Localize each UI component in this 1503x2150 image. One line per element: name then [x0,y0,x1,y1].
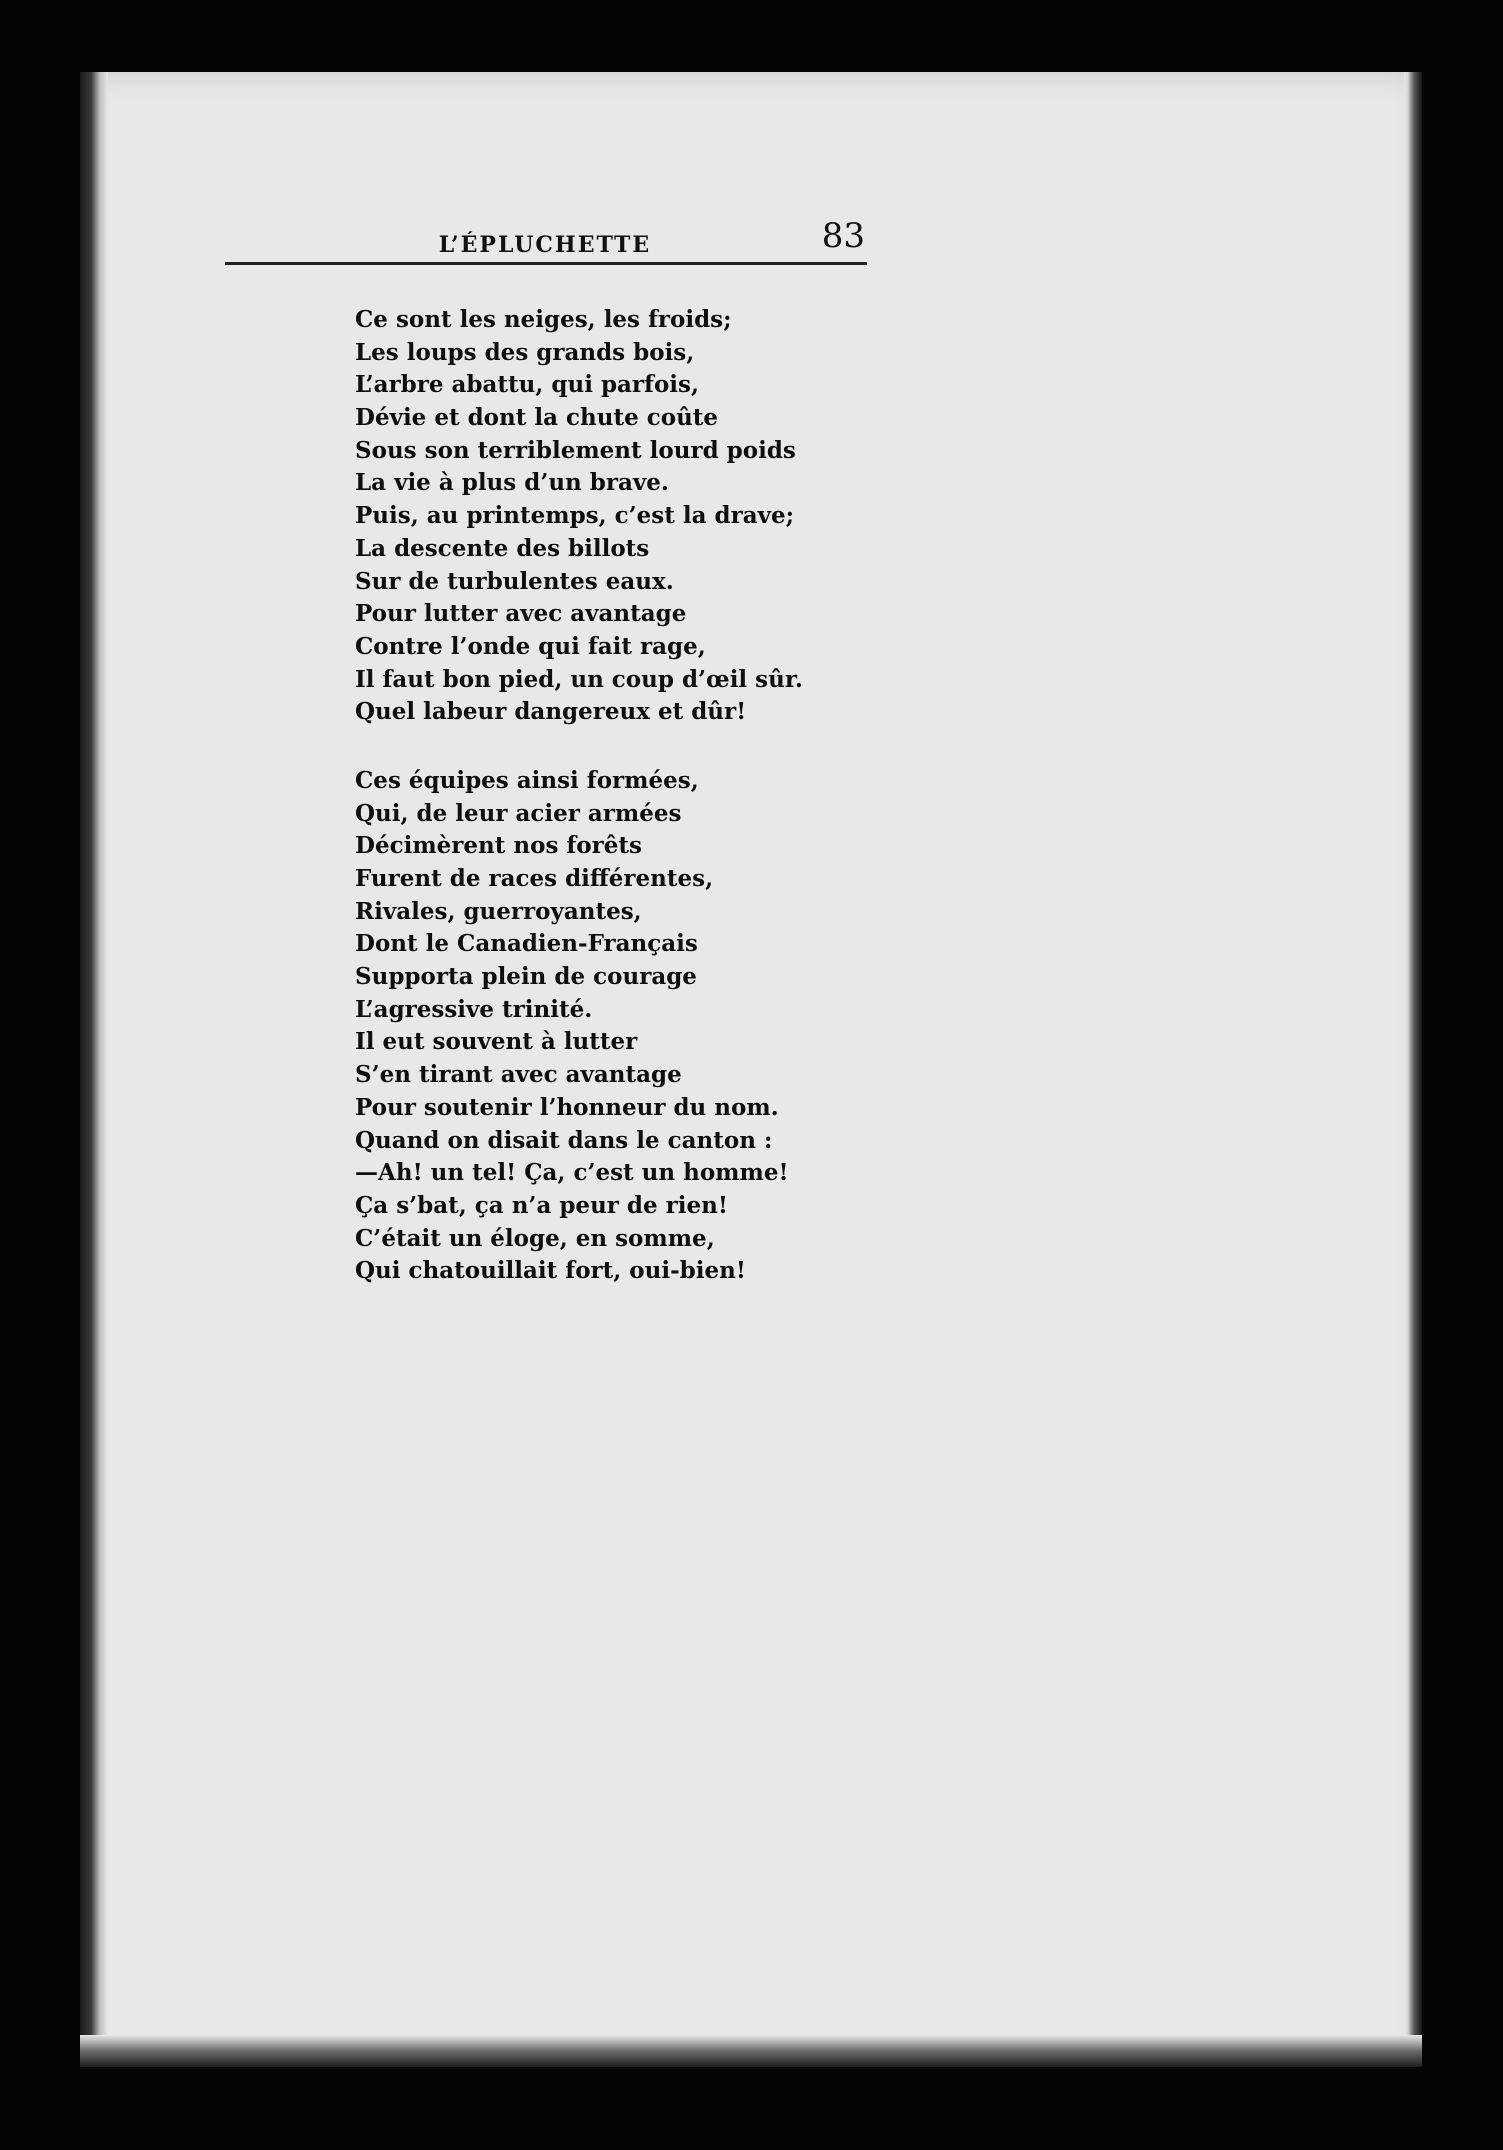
poem-line: Il faut bon pied, un coup d’œil sûr. [355,665,803,693]
poem-line: Contre l’onde qui fait rage, [355,632,706,660]
poem-line: Les loups des grands bois, [355,338,695,366]
poem-line: Qui, de leur acier armées [355,799,682,827]
poem-line: —Ah! un tel! Ça, c’est un homme! [355,1159,789,1187]
page-bottom-edge-shadow [80,2035,1422,2067]
header-rule [225,262,867,265]
poem-line: Quel labeur dangereux et dûr! [355,698,747,726]
stanza-1 [355,304,875,729]
poem-line: Sous son terriblement lourd poids [355,436,796,464]
poem-line: Supporta plein de courage [355,963,697,991]
poem-line: La vie à plus d’un brave. [355,469,669,497]
stanza-2 [355,765,875,1288]
poem-line: Sur de turbulentes eaux. [355,567,674,595]
poem-line: Il eut souvent à lutter [355,1028,638,1056]
poem-line: Décimèrent nos forêts [355,832,642,860]
poem-line: C’était un éloge, en somme, [355,1224,715,1252]
poem-line: Ces équipes ainsi formées, [355,766,699,794]
page-gutter-shadow [80,72,108,2067]
poem-line: Ça s’bat, ça n’a peur de rien! [355,1191,728,1219]
poem-line: Quand on disait dans le canton : [355,1126,773,1154]
poem-line: Qui chatouillait fort, oui-bien! [355,1257,746,1285]
poem-line: Pour lutter avec avantage [355,600,687,628]
poem-line: Rivales, guerroyantes, [355,897,642,925]
poem-line: Furent de races différentes, [355,865,714,892]
poem-line: L’arbre abattu, qui parfois, [355,371,699,399]
poem-line: Dévie et dont la chute coûte [355,404,719,432]
poem-line: Dont le Canadien-Français [355,930,698,958]
poem-line: S’en tirant avec avantage [355,1061,682,1089]
page-right-edge-shadow [1404,72,1422,2067]
poem-line: Puis, au printemps, c’est la drave; [355,502,795,530]
page-number: 83 [821,216,865,256]
poem-line: Pour soutenir l’honneur du nom. [355,1093,779,1121]
running-title: L’ÉPLUCHETTE [438,232,652,258]
poem-line: La descente des billots [355,534,650,562]
poem-text [355,304,875,1288]
poem-line: L’agressive trinité. [355,995,593,1023]
poem-line: Ce sont les neiges, les froids; [355,306,732,333]
